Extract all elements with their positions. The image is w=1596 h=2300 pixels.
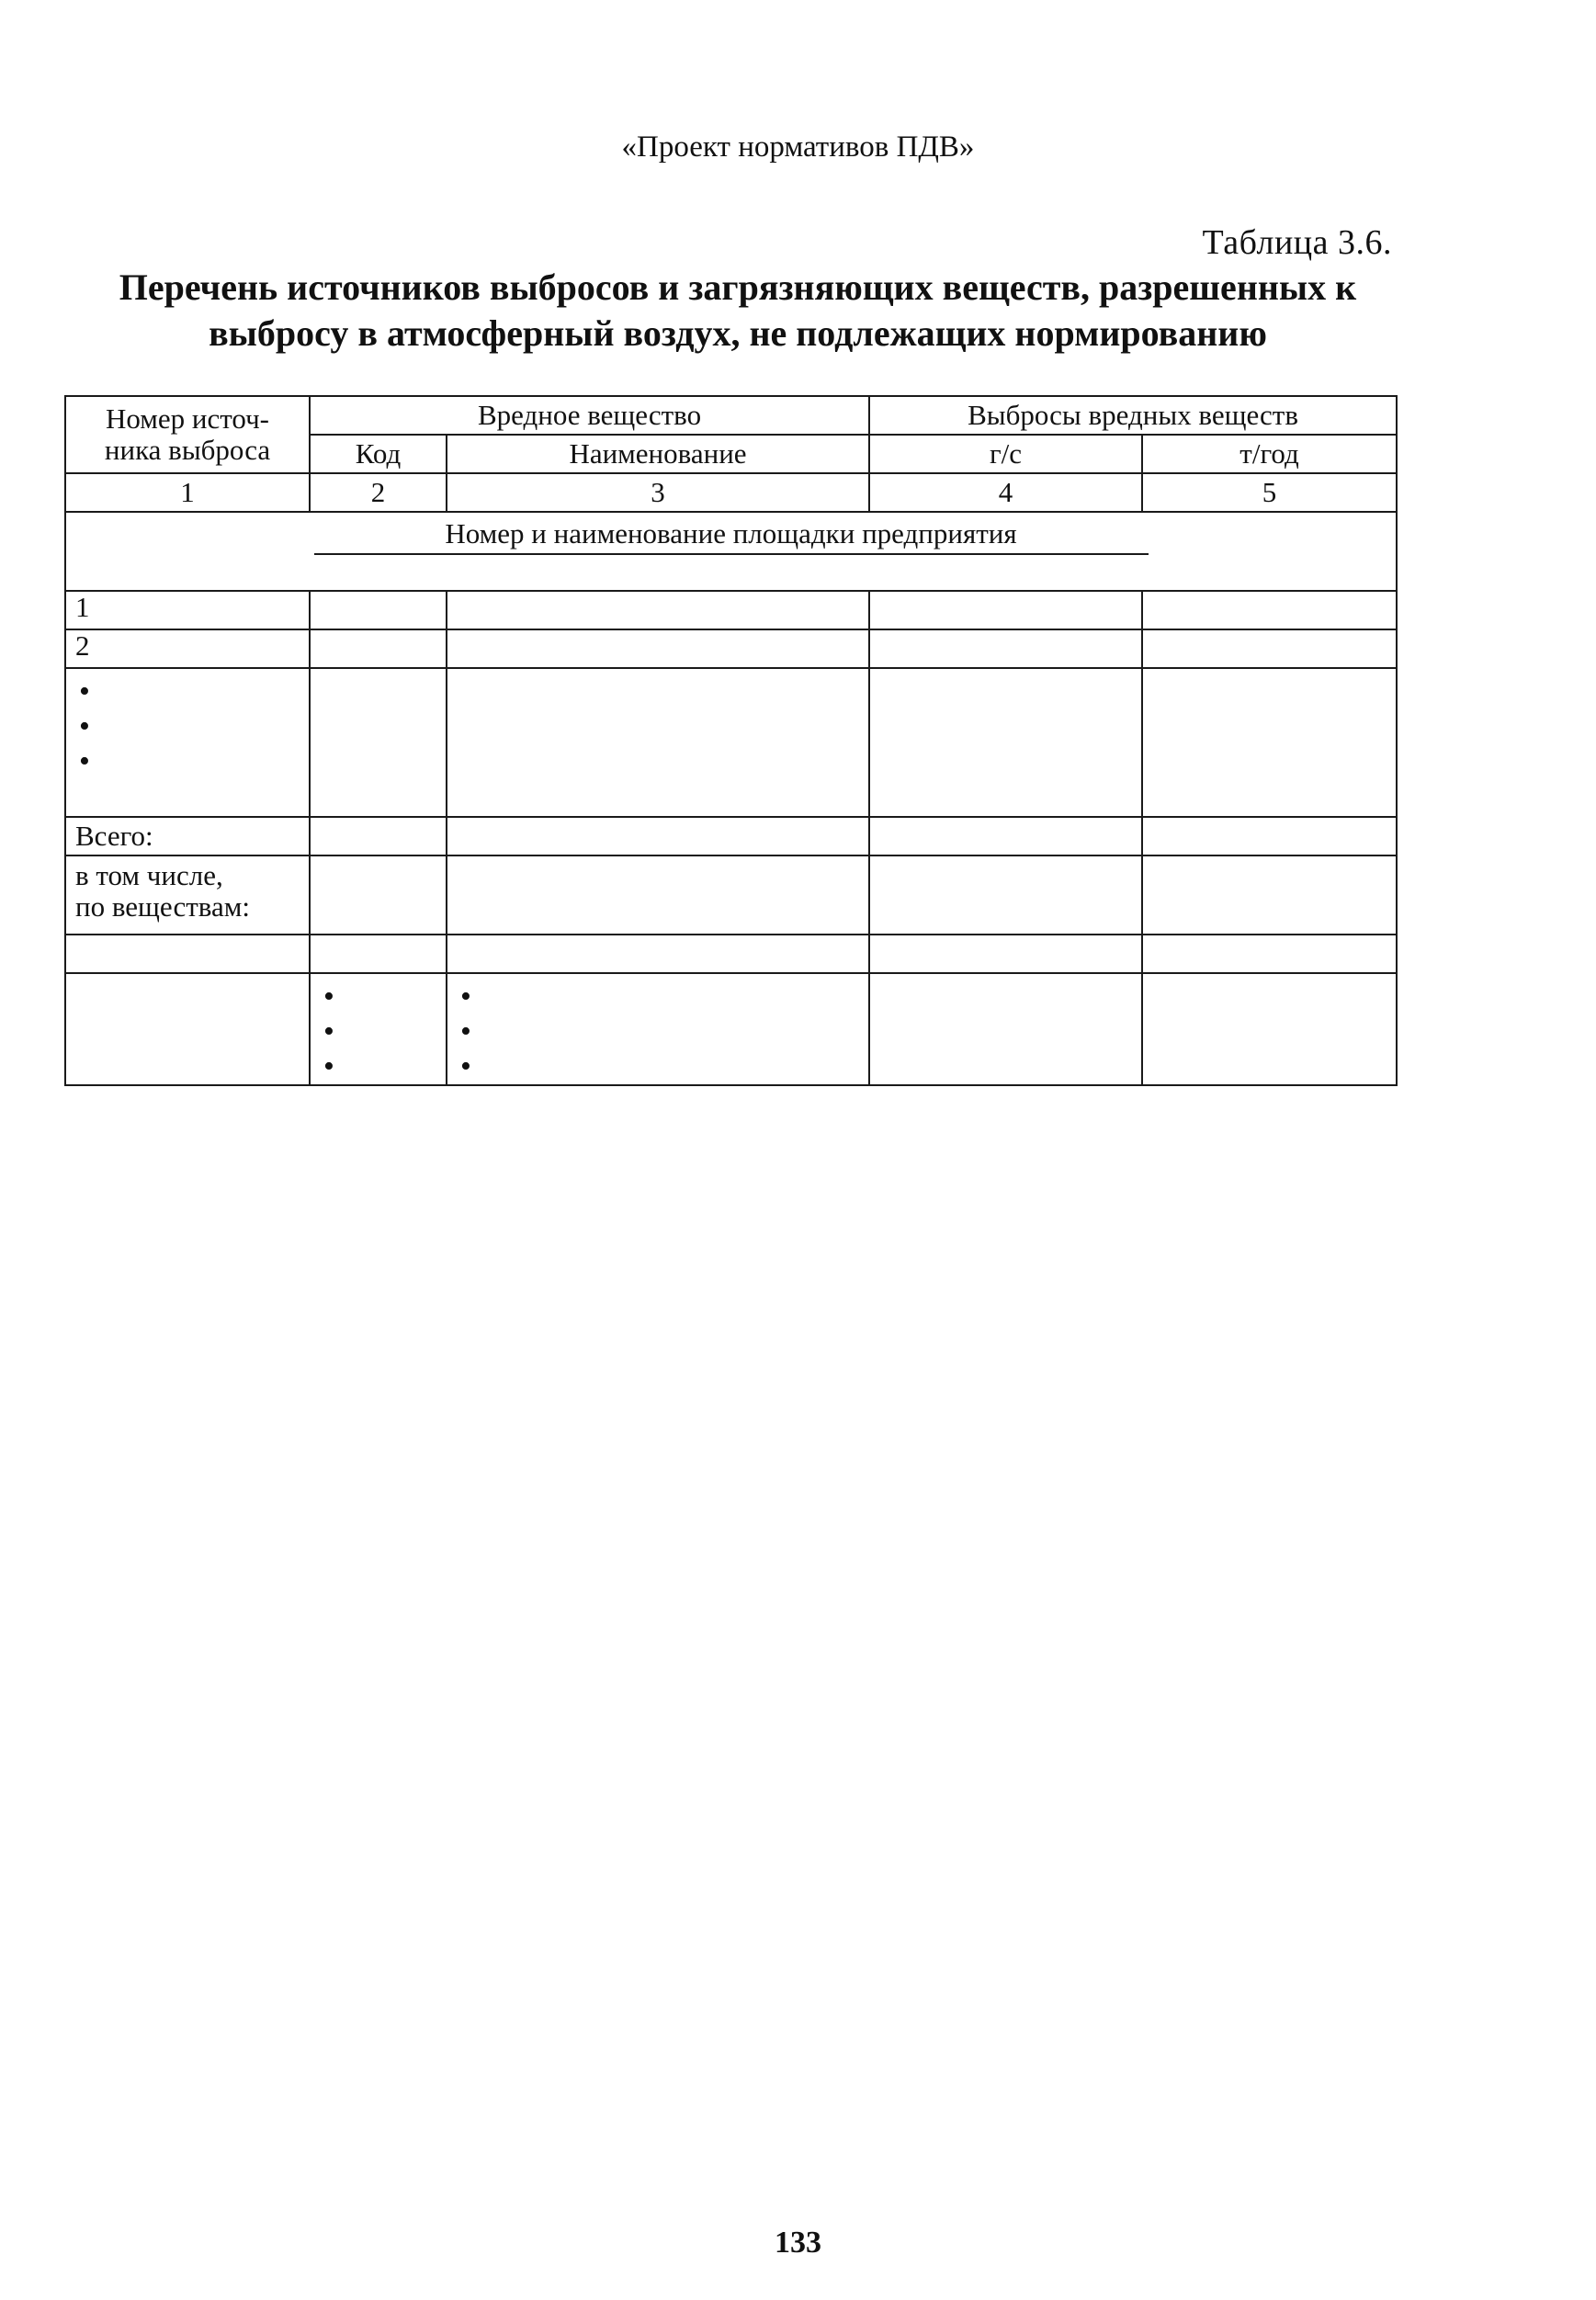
ellipsis-cell xyxy=(310,973,447,1085)
table-cell xyxy=(447,935,869,973)
table-cell xyxy=(1142,668,1397,817)
ellipsis-dot: • xyxy=(323,1014,334,1048)
total-label: Всего: xyxy=(65,817,310,855)
table-cell xyxy=(447,629,869,668)
table-cell xyxy=(447,668,869,817)
header-code: Код xyxy=(310,435,447,473)
table-cell xyxy=(65,935,310,973)
header-tyear: т/год xyxy=(1142,435,1397,473)
table-cell xyxy=(310,855,447,935)
header-gs: г/с xyxy=(869,435,1142,473)
table-cell xyxy=(447,855,869,935)
row-number: 2 xyxy=(65,629,310,668)
table-cell xyxy=(869,855,1142,935)
ellipsis-cell xyxy=(447,973,869,1085)
header-source-number xyxy=(65,396,310,473)
table-cell xyxy=(869,629,1142,668)
ellipsis-dot: • xyxy=(79,744,90,778)
table-number: Таблица 3.6. xyxy=(1202,223,1392,262)
header-name: Наименование xyxy=(447,435,869,473)
section-label: Номер и наименование площадки предприятия xyxy=(314,518,1149,555)
column-number: 5 xyxy=(1142,473,1397,512)
header-emissions: Выбросы вредных веществ xyxy=(869,396,1397,435)
column-number: 4 xyxy=(869,473,1142,512)
emissions-table xyxy=(64,395,1398,1086)
header-source-line2: ника выброса xyxy=(104,434,271,466)
table-cell xyxy=(1142,855,1397,935)
table-cell xyxy=(869,668,1142,817)
header-source-line1: Номер источ- xyxy=(105,402,270,435)
table-cell xyxy=(869,973,1142,1085)
table-cell xyxy=(310,629,447,668)
ellipsis-dot: • xyxy=(460,1049,471,1083)
table-cell xyxy=(447,817,869,855)
table-cell xyxy=(1142,591,1397,629)
row-number: 1 xyxy=(65,591,310,629)
including-label xyxy=(65,855,310,935)
ellipsis-dot: • xyxy=(79,674,90,708)
table-cell xyxy=(310,668,447,817)
table-cell xyxy=(1142,973,1397,1085)
ellipsis-dot: • xyxy=(79,709,90,743)
column-number: 1 xyxy=(65,473,310,512)
ellipsis-cell xyxy=(65,668,310,817)
ellipsis-dot: • xyxy=(323,980,334,1014)
table-cell xyxy=(65,973,310,1085)
table-cell xyxy=(869,935,1142,973)
table-cell xyxy=(1142,817,1397,855)
table-cell xyxy=(1142,935,1397,973)
ellipsis-dot: • xyxy=(460,980,471,1014)
including-line1: в том числе, xyxy=(75,859,223,891)
page-number: 133 xyxy=(775,2226,821,2260)
ellipsis-dot: • xyxy=(460,1014,471,1048)
table-title: Перечень источников выбросов и загрязняющих веществ, разрешенных к выбросу в атмосферный воздух, не подлежащих нормированию xyxy=(119,266,1357,354)
section-row xyxy=(65,512,1397,591)
table-cell xyxy=(447,591,869,629)
table-cell xyxy=(869,817,1142,855)
table-cell xyxy=(310,817,447,855)
table-cell xyxy=(310,935,447,973)
including-line2: по веществам: xyxy=(75,890,250,923)
table-cell xyxy=(1142,629,1397,668)
ellipsis-dot: • xyxy=(323,1049,334,1083)
column-number: 3 xyxy=(447,473,869,512)
table-cell xyxy=(869,591,1142,629)
table-cell xyxy=(310,591,447,629)
header-harmful-substance: Вредное вещество xyxy=(310,396,869,435)
document-header: «Проект нормативов ПДВ» xyxy=(621,130,975,164)
column-number: 2 xyxy=(310,473,447,512)
